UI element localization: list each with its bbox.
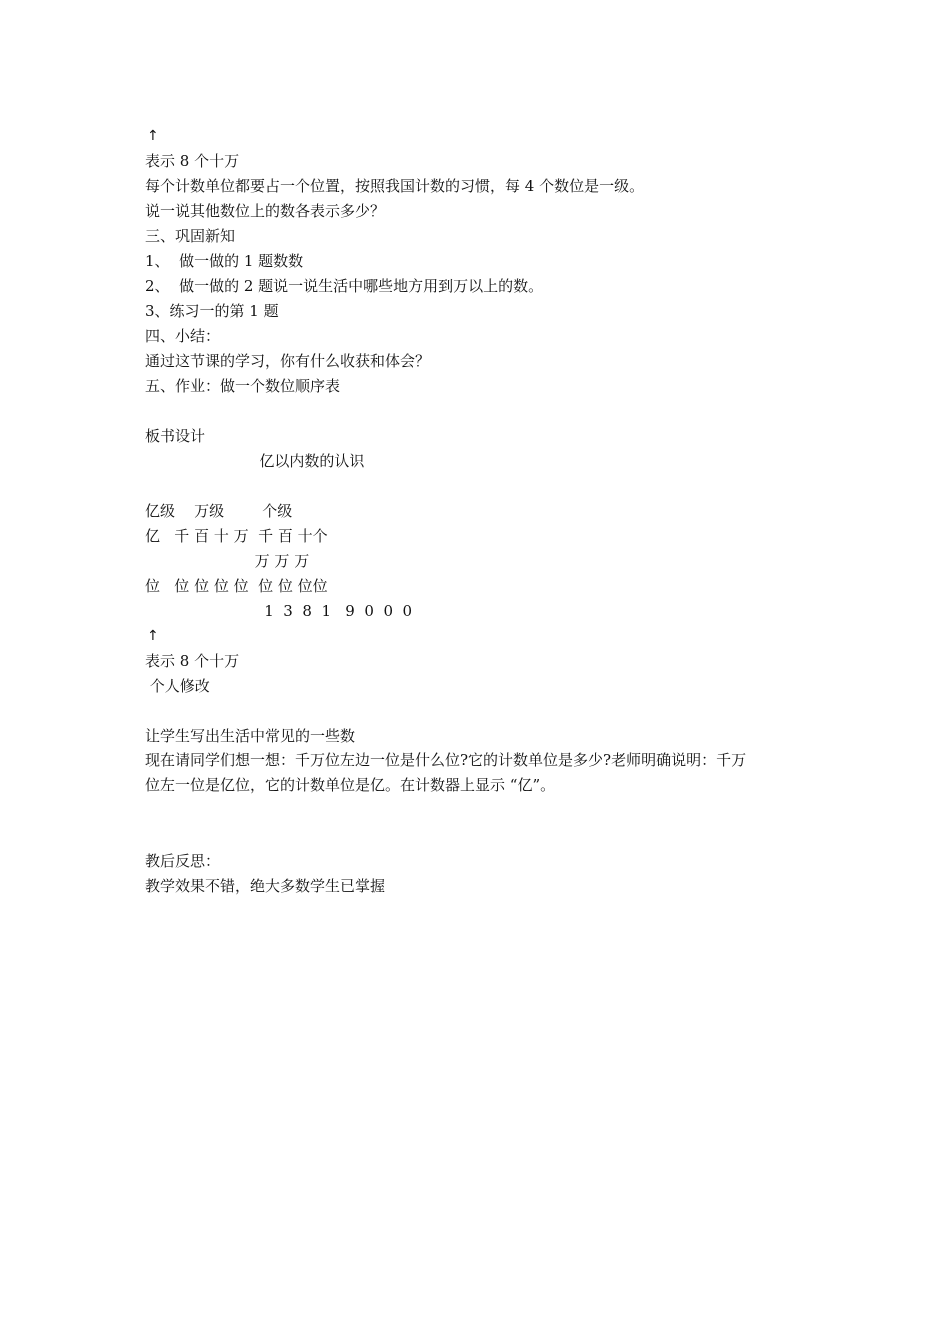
list-item: 1、 做一做的 1 题数数 <box>145 252 304 270</box>
text-line: 教学效果不错，绝大多数学生已掌握 <box>145 877 386 895</box>
text-line: 现在请同学们想一想：千万位左边一位是什么位?它的计数单位是多少?老师明确说明：千万 <box>145 751 747 769</box>
list-item: 2、 做一做的 2 题说一说生活中哪些地方用到万以上的数。 <box>145 277 544 295</box>
text-line: 位左一位是亿位，它的计数单位是亿。在计数器上显示 “亿”。 <box>145 776 556 794</box>
list-item: 3、练习一的第 1 题 <box>145 302 279 320</box>
text-line: 个人修改 <box>145 677 210 695</box>
text-line: 每个计数单位都要占一个位置，按照我国计数的习惯，每 4 个数位是一级。 <box>145 177 645 195</box>
board-design-heading: 板书设计 <box>145 427 206 445</box>
text-line: 说一说其他数位上的数各表示多少？ <box>145 202 386 220</box>
place-value-groups: 亿级 万级 个级 <box>145 502 293 520</box>
section-heading: 三、巩固新知 <box>145 227 236 245</box>
board-title: 亿以内数的认识 <box>145 452 365 470</box>
digits-row: 1 3 8 1 9 0 0 0 <box>145 602 413 620</box>
place-value-row: 位 位 位 位 位 位 位 位位 <box>145 577 328 595</box>
text-line: 表示 8 个十万 <box>145 152 240 170</box>
place-value-row: 万 万 万 <box>145 552 310 570</box>
section-heading: 五、作业：做一个数位顺序表 <box>145 377 341 395</box>
text-line: 通过这节课的学习，你有什么收获和体会？ <box>145 352 431 370</box>
arrow-up-icon: ↑ <box>147 128 159 144</box>
text-line: 表示 8 个十万 <box>145 652 240 670</box>
text-line: 让学生写出生活中常见的一些数 <box>145 727 356 745</box>
arrow-up-icon: ↑ <box>147 628 159 644</box>
section-heading: 四、小结： <box>145 327 221 345</box>
place-value-row: 亿 千 百 十 万 千 百 十个 <box>145 527 328 545</box>
reflection-heading: 教后反思： <box>145 852 221 870</box>
